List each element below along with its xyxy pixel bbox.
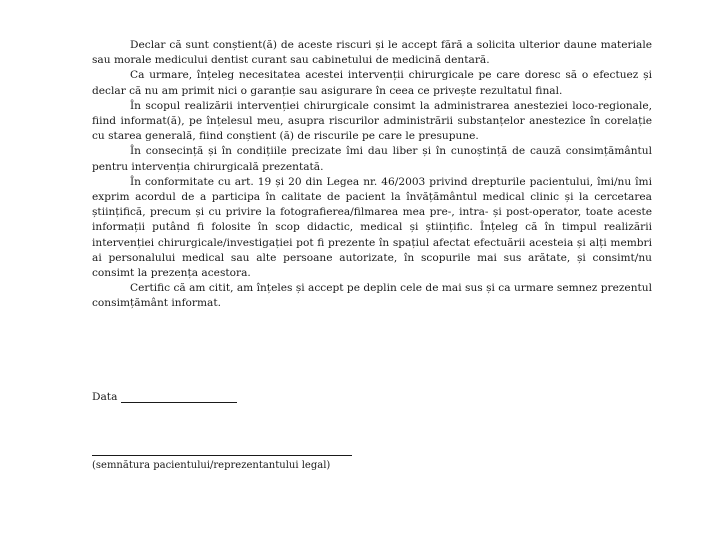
paragraph-legal-research: În conformitate cu art. 19 și 20 din Legea nr. 46/2003 privind drepturile pacientului, îmi/nu îmi exprim acordul de a participa în calitate de pacient la învățământul medical clinic și la cercetarea științifică, precum și cu privire la fotografierea/filmarea mea pre-, intra- și post-operator, toate aceste informații putând fi folosite în scop didactic, medical și științific. Înțeleg că în timpul realizării intervenției chirurgicale/investigației pot fi prezente în spațiul afectat efectuării acesteia și alți membri ai personalului medical sau alte persoane autorizate, în scopurile mai sus arătate, și consimt/nu consimt la prezența acestora.: [92, 175, 652, 280]
paragraph-risk-acceptance: Declar că sunt conștient(ă) de aceste riscuri și le accept fără a solicita ulterior daune materiale sau morale medicului dentist curant sau cabinetului de medicină dentară.: [92, 39, 652, 67]
paragraph-free-consent: În consecință și în condițiile precizate îmi dau liber și în cunoștință de cauză consimțământul pentru intervenția chirurgicală prezentată.: [92, 145, 652, 173]
signature-blank-line: [92, 455, 352, 456]
paragraph-no-guarantee: Ca urmare, înțeleg necesitatea acestei intervenții chirurgicale pe care doresc să o efectuez și declar că nu am primit nici o garanție sau asigurare în ceea ce privește rezultatul final.: [92, 69, 652, 97]
date-field-row: [92, 391, 237, 403]
signature-caption: (semnătura pacientului/reprezentantului legal): [92, 460, 331, 471]
paragraph-certification: Certific că am citit, am înțeles și accept pe deplin cele de mai sus și ca urmare semnez prezentul consimțământ informat.: [92, 282, 652, 310]
paragraph-anesthesia-consent: În scopul realizării intervenției chirurgicale consimt la administrarea anesteziei loco-regionale, fiind informat(ă), pe înțelesul meu, asupra riscurilor administrării substanțelor anestezice în corelație cu starea generală, fiind conștient (ă) de riscurile pe care le presupune.: [92, 99, 652, 143]
date-blank-line: [121, 391, 237, 403]
date-label: Data: [92, 391, 118, 403]
consent-text-block: [92, 38, 652, 312]
